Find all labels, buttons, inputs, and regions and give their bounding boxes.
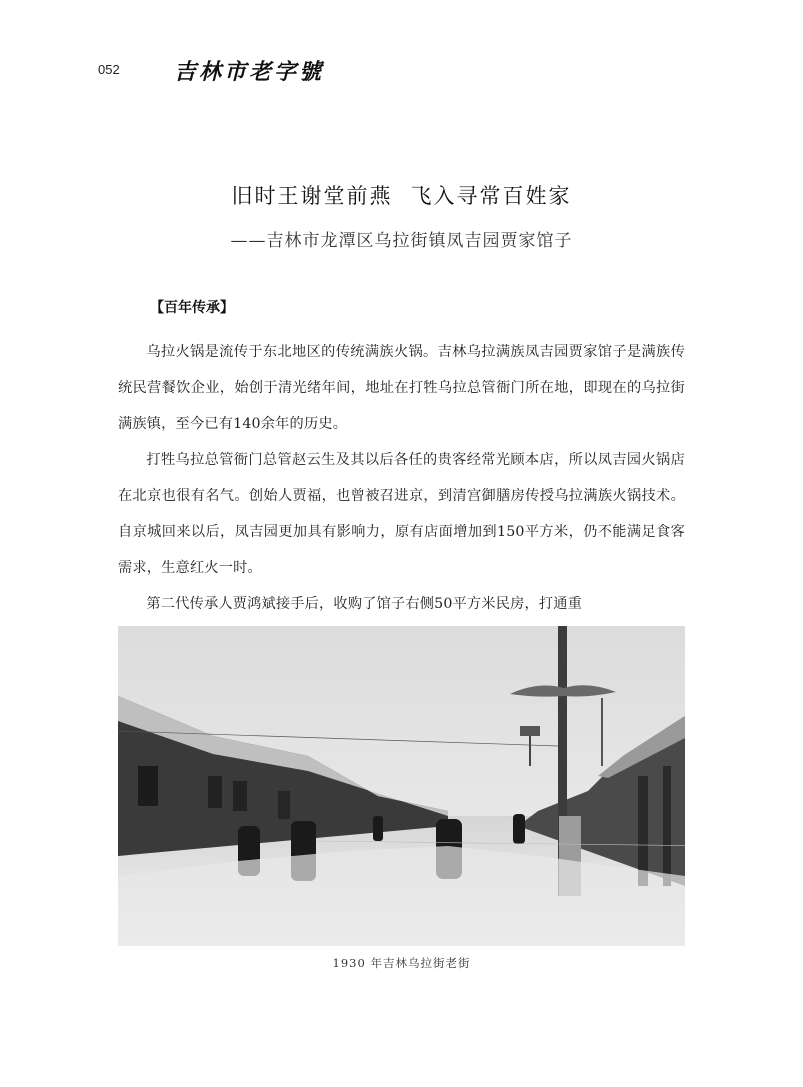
historic-street-photo	[118, 626, 685, 946]
article-title	[0, 180, 803, 210]
page-number: 052	[98, 62, 120, 77]
section-heading: 【百年传承】	[150, 300, 234, 316]
article-title-part1: 旧时王谢堂前燕	[231, 184, 393, 208]
paragraph: 第二代传承人贾鸿斌接手后，收购了馆子右侧50平方米民房，打通重	[146, 596, 583, 612]
running-title: 吉林市老字號	[174, 59, 325, 85]
article-body	[118, 334, 685, 622]
paragraph: 乌拉火锅是流传于东北地区的传统满族火锅。吉林乌拉满族凤吉园贾家馆子是满族传统民营餐饮企业，始创于清光绪年间，地址在打牲乌拉总管衙门所在地，即现在的乌拉街满族镇，至今已有140余年的历史。	[118, 344, 685, 432]
photo-caption: 1930 年吉林乌拉街老街	[332, 956, 471, 970]
article-subtitle: ——吉林市龙潭区乌拉街镇凤吉园贾家馆子	[230, 231, 573, 251]
article-title-part2: 飞入寻常百姓家	[410, 184, 572, 208]
paragraph: 打牲乌拉总管衙门总管赵云生及其以后各任的贵客经常光顾本店，所以凤吉园火锅店在北京也很有名气。创始人贾福，也曾被召进京，到清宫御膳房传授乌拉满族火锅技术。自京城回来以后，凤吉园更加具有影响力，原有店面增加到150平方米，仍不能满足食客需求，生意红火一时。	[118, 452, 685, 576]
